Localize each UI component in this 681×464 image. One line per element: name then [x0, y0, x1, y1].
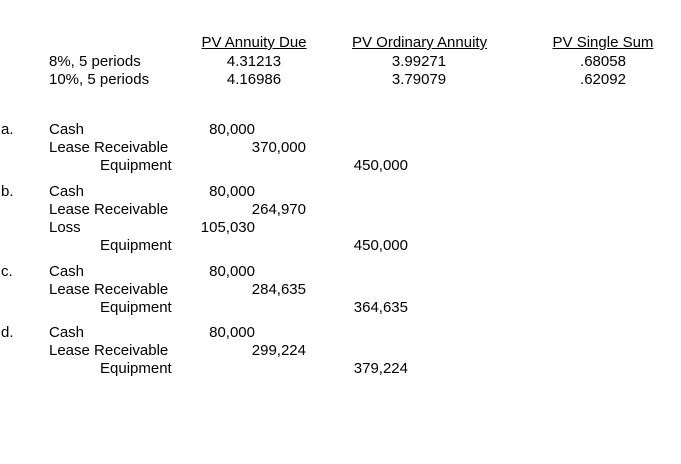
factor-row-label: 10%, 5 periods: [49, 71, 150, 88]
journal-entry-c-line: [0, 281, 681, 299]
account-name: Cash: [49, 121, 85, 138]
account-name: Cash: [49, 324, 85, 341]
journal-entry-a-line: [0, 121, 681, 139]
journal-entry-d-line: [0, 324, 681, 342]
credit-amount: 379,224: [353, 360, 408, 377]
factor-value-single-sum: .62092: [580, 71, 626, 88]
entry-letter: c.: [1, 263, 13, 280]
factor-row-10pct: [0, 71, 681, 89]
factor-table-header-row: [0, 34, 681, 52]
account-name: Cash: [49, 183, 85, 200]
factor-value-ordinary-annuity: 3.79079: [391, 71, 447, 88]
journal-entry-c-line: [0, 263, 681, 281]
factor-value-annuity-due: 4.16986: [226, 71, 282, 88]
factor-row-8pct: [0, 53, 681, 71]
factor-value-single-sum: .68058: [580, 53, 626, 70]
debit-amount: 264,970: [251, 201, 306, 218]
debit-amount: 284,635: [251, 281, 306, 298]
account-name: Equipment: [100, 157, 172, 174]
column-header-pv-ordinary-annuity: PV Ordinary Annuity: [352, 34, 488, 51]
journal-entry-b-line: [0, 201, 681, 219]
journal-entry-b-line: [0, 219, 681, 237]
entry-letter: a.: [1, 121, 14, 138]
credit-amount: 450,000: [353, 237, 408, 254]
journal-entry-d-line: [0, 360, 681, 378]
entry-letter: d.: [1, 324, 14, 341]
factor-row-label: 8%, 5 periods: [49, 53, 141, 70]
column-header-pv-single-sum: PV Single Sum: [552, 34, 654, 51]
credit-amount: 450,000: [353, 157, 408, 174]
journal-entry-d-line: [0, 342, 681, 360]
credit-amount: 364,635: [353, 299, 408, 316]
journal-entry-a-line: [0, 139, 681, 157]
journal-entry-b-line: [0, 237, 681, 255]
account-name: Lease Receivable: [49, 281, 169, 298]
debit-amount: 80,000: [209, 183, 255, 200]
journal-entry-a-line: [0, 157, 681, 175]
account-name: Equipment: [100, 360, 172, 377]
debit-amount: 80,000: [209, 324, 255, 341]
debit-amount: 105,030: [200, 219, 255, 236]
account-name: Lease Receivable: [49, 139, 169, 156]
debit-amount: 299,224: [251, 342, 306, 359]
account-name: Equipment: [100, 299, 172, 316]
column-header-pv-annuity-due: PV Annuity Due: [201, 34, 307, 51]
account-name: Lease Receivable: [49, 342, 169, 359]
debit-amount: 80,000: [209, 121, 255, 138]
factor-value-ordinary-annuity: 3.99271: [391, 53, 447, 70]
journal-entry-b-line: [0, 183, 681, 201]
account-name: Equipment: [100, 237, 172, 254]
account-name: Lease Receivable: [49, 201, 169, 218]
entry-letter: b.: [1, 183, 14, 200]
journal-entry-c-line: [0, 299, 681, 317]
account-name: Cash: [49, 263, 85, 280]
debit-amount: 370,000: [251, 139, 306, 156]
factor-value-annuity-due: 4.31213: [226, 53, 282, 70]
account-name: Loss: [49, 219, 81, 236]
debit-amount: 80,000: [209, 263, 255, 280]
